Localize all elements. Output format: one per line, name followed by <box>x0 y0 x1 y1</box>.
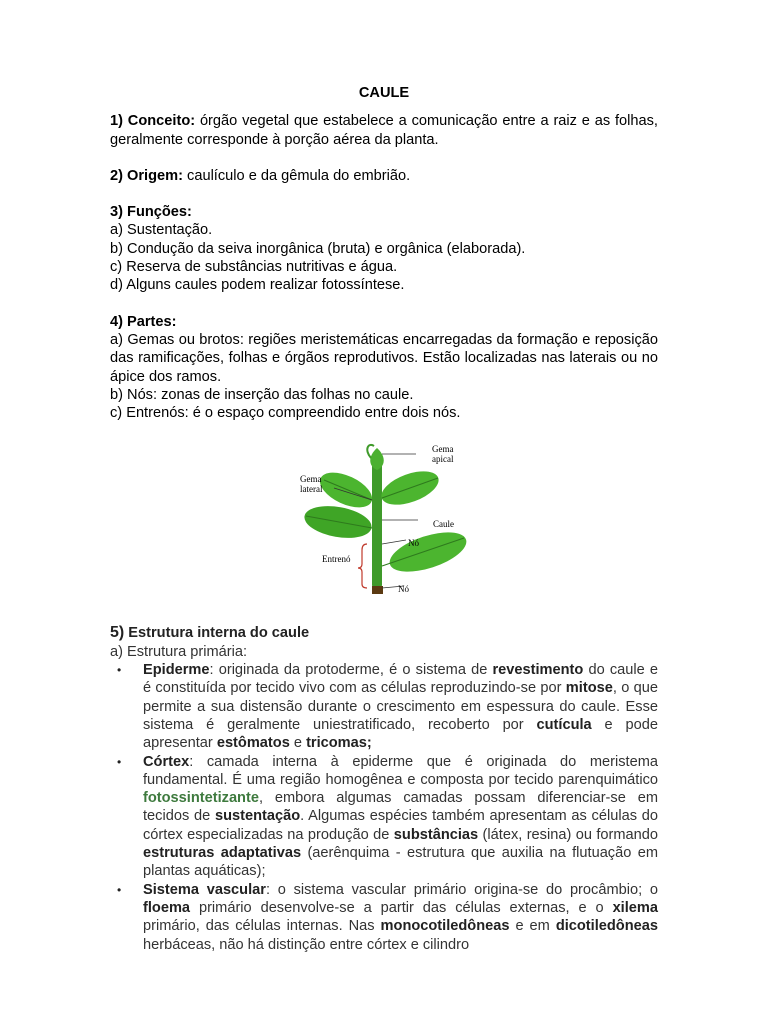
funcao-item: c) Reserva de substâncias nutritivas e água. <box>110 259 398 276</box>
funcao-item: b) Condução da seiva inorgânica (bruta) e orgânica (elaborada). <box>110 240 526 257</box>
page-title: CAULE <box>358 85 410 101</box>
conceito-text: órgão vegetal que estabelece a comunicação entre a raiz e as folhas, geralmente corresponde à porção aérea da planta. <box>110 113 658 148</box>
list-item-sistema-vascular: • Sistema vascular: o sistema vascular primário origina-se do procâmbio; o floema primário desenvolve-se a partir das células externas, e o xilema primário, das células internas. Nas monocotiledôneas e em dicotiledôneas herbáceas, não há distinção entre córtex e cilindro <box>143 881 658 954</box>
stem-shape <box>372 460 382 588</box>
label-entreno: Entrenó <box>322 554 351 565</box>
origem-text: caulículo e da gêmula do embrião. <box>182 167 411 184</box>
stem-base <box>372 586 383 594</box>
label-no-lower: Nó <box>398 584 409 595</box>
label-no-upper: Nó <box>408 538 419 549</box>
subheading-estrutura-primaria: a) Estrutura primária: <box>110 643 248 660</box>
leaf-lower-right <box>385 525 468 580</box>
partes-label: 4) Partes: <box>110 313 177 330</box>
section-origem <box>110 167 658 185</box>
stem-figure <box>110 440 658 608</box>
entreno-brace <box>358 544 367 588</box>
label-caule: Caule <box>433 519 454 530</box>
document-page <box>110 84 658 954</box>
section-5-heading: 5) Estrutura interna do caule <box>110 624 310 642</box>
funcoes-label: 3) Funções: <box>110 204 192 221</box>
section-conceito <box>110 112 658 149</box>
funcao-item: a) Sustentação. <box>110 222 213 239</box>
section-estrutura-interna <box>110 624 658 953</box>
partes-item-b: b) Nós: zonas de inserção das folhas no caule. <box>110 386 414 403</box>
partes-item-a: a) Gemas ou brotos: regiões meristemáticas encarregadas da formação e reposição das ramificações, folhas e órgãos reprodutivos. Estão localizadas nas laterais ou no ápice dos ramos. <box>110 331 658 385</box>
conceito-label: 1) Conceito: <box>110 113 196 130</box>
funcao-item: d) Alguns caules podem realizar fotossíntese. <box>110 277 405 294</box>
partes-item-c: c) Entrenós: é o espaço compreendido entre dois nós. <box>110 405 461 422</box>
list-item-epiderme: • Epiderme: originada da protoderme, é o sistema de revestimento do caule e é constituída por tecido vivo com as células reproduzindo-se por mitose, o que permite a sua distensão durante o crescimento em espessura do caule. Esse sistema é geralmente uniestratificado, recoberto por cutícula e pode apresentar estômatos e tricomas; <box>143 661 658 752</box>
label-gema-lateral: Gema lateral <box>300 474 323 495</box>
label-gema-apical: Gema apical <box>432 444 454 465</box>
list-item-cortex: • Córtex: camada interna à epiderme que é originada do meristema fundamental. É uma região homogênea e composta por tecido parenquimático fotossintetizante, embora algumas camadas possam diferenciar-se em tecidos de sustentação. Algumas espécies também apresentam as células do córtex especializadas na produção de substâncias (látex, resina) ou formando estruturas adaptativas (aerênquima - estrutura que auxilia na flutuação em plantas aquáticas); <box>143 753 658 881</box>
leader-line <box>382 540 406 544</box>
origem-label: 2) Origem: <box>110 167 183 184</box>
estrutura-list <box>110 661 658 954</box>
